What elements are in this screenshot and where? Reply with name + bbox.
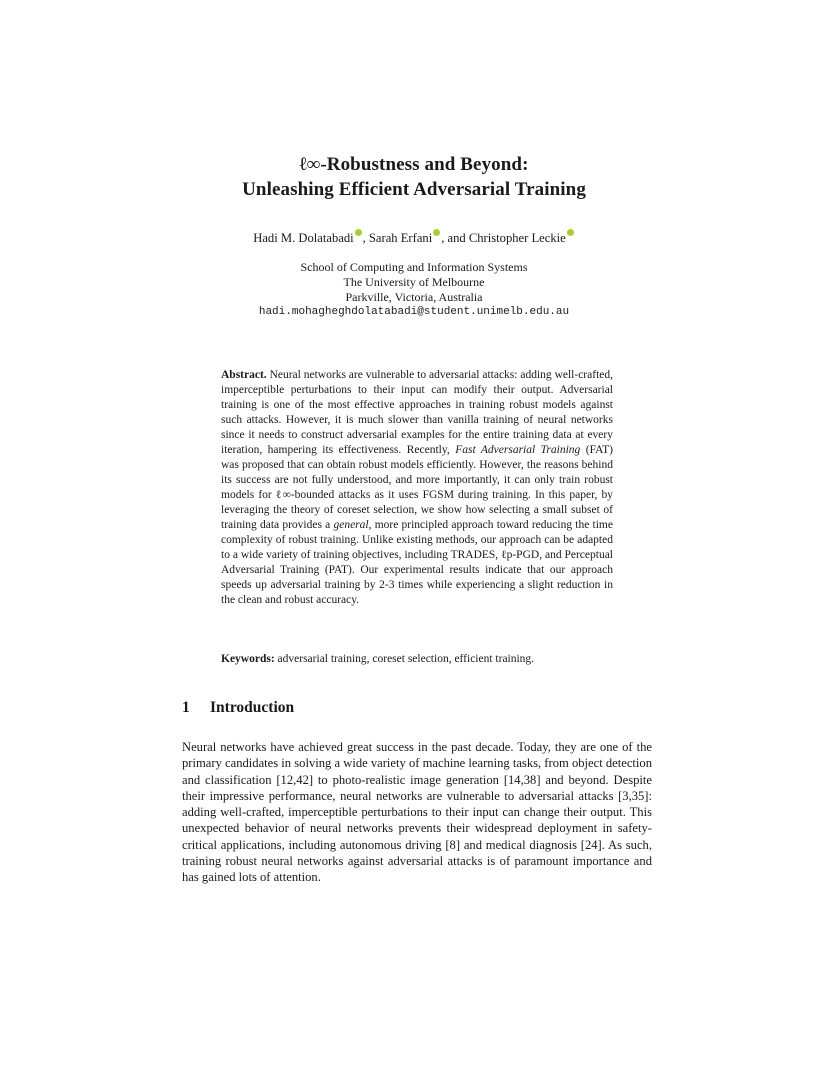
abstract-text-2: (FAT) was proposed that can obtain robust models efficiently. However, the reasons behind its success are not fully understood, and more importantly, it can only train robust models for ℓ∞-bounded attacks as it uses FGSM during training. In this paper, by leveraging the theory of coreset selection, we show how selecting a small subset of training data provides a [221, 444, 613, 531]
keywords [221, 652, 613, 667]
title-line-2: Unleashing Efficient Adversarial Training [242, 179, 586, 200]
abstract-general-term: general [333, 519, 369, 531]
orcid-icon[interactable] [355, 229, 362, 236]
affiliation-line-1: School of Computing and Information Systems [300, 260, 528, 274]
keywords-label: Keywords: [221, 653, 275, 665]
orcid-icon[interactable] [433, 229, 440, 236]
section-number: 1 [182, 699, 190, 716]
author-email: hadi.mohagheghdolatabadi@student.unimelb.edu.au [258, 306, 570, 318]
section-title: Introduction [210, 699, 295, 716]
abstract-fat-term: Fast Adversarial Training [455, 444, 581, 456]
orcid-icon[interactable] [567, 229, 574, 236]
keywords-text: adversarial training, coreset selection, efficient training. [274, 653, 535, 665]
abstract-label: Abstract. [221, 369, 267, 381]
author-separator-2: , and [441, 231, 469, 246]
author-list [0, 230, 828, 246]
affiliation-line-3: Parkville, Victoria, Australia [345, 290, 483, 304]
author-3: Christopher Leckie [468, 231, 566, 246]
author-1: Hadi M. Dolatabadi [253, 231, 354, 246]
paper-title [0, 152, 828, 202]
section-heading-introduction [182, 699, 294, 717]
author-2: Sarah Erfani [368, 231, 433, 246]
introduction-paragraph: Neural networks have achieved great success in the past decade. Today, they are one of the primary candidates in solving a wide variety of machine learning tasks, from object detection and classification [12,42] to photo-realistic image generation [14,38] and beyond. Despite their impressive performance, neural networks are vulnerable to adversarial attacks [3,35]: adding well-crafted, imperceptible perturbations to their input can change their output. This unexpected behavior of neural networks prevents their widespread deployment in safety-critical applications, including autonomous driving [8] and medical diagnosis [24]. As such, training robust neural networks against adversarial attacks is of paramount importance and has gained lots of attention. [182, 740, 653, 885]
affiliation [0, 260, 828, 320]
affiliation-line-2: The University of Melbourne [343, 275, 485, 289]
abstract-text-3: , more principled approach toward reducing the time complexity of robust training. Unlike existing methods, our approach can be adapted to a wide variety of training objectives, including TRADES, ℓp-PGD, and Perceptual Adversarial Training (PAT). Our experimental results indicate that our approach speeds up adversarial training by 2-3 times while experiencing a slight reduction in the clean and robust accuracy. [221, 519, 613, 606]
title-line-1: ℓ∞-Robustness and Beyond: [299, 154, 529, 175]
abstract [221, 368, 613, 608]
abstract-text-1: Neural networks are vulnerable to adversarial attacks: adding well-crafted, imperceptible perturbations to their input can modify their output. Adversarial training is one of the most effective approaches in training robust models against such attacks. However, it is much slower than vanilla training of neural networks since it needs to construct adversarial examples for the entire training data at every iteration, hampering its effectiveness. Recently, [221, 369, 613, 456]
author-separator-1: , [362, 231, 369, 246]
